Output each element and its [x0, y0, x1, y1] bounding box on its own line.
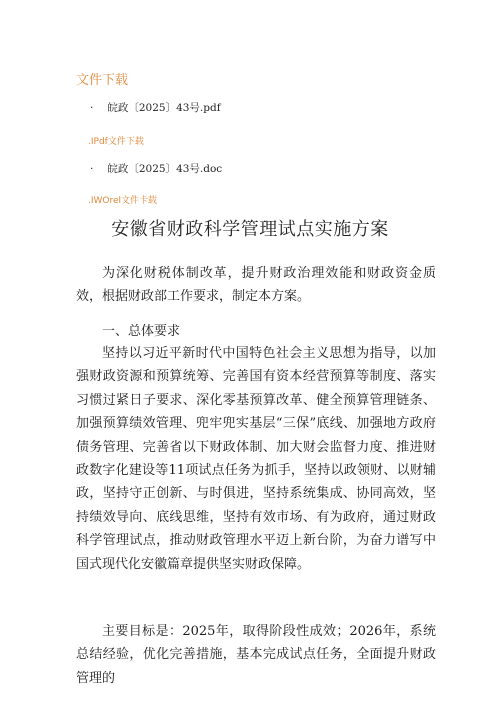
document-title: 安徽省财政科学管理试点实施方案 — [111, 219, 389, 240]
section-1-heading: 一、总体要求 — [102, 324, 181, 339]
intro-paragraph: 为深化财税体制改革，提升财政治理效能和财政资金质效，根据财政部工作要求，制定本方案。 — [76, 266, 436, 305]
pdf-download-link[interactable]: .IPdf文件下载 — [88, 137, 144, 147]
section-1-body: 坚持以习近平新时代中国特色社会主义思想为指导，以加强财政资源和预算统筹、完善国有资本经营预算等制度、落实习惯过紧日子要求、深化零基预算改革、健全预算管理链条、加强预算绩效管理、兜牢兜实基层“三保”底线、加强地方政府债务管理、完善省以下财政体制、加大财会监督力度、推进财政数字化建设等11项试点任务为抓手，坚持以政领财、以财辅政，坚持守正创新、与时俱进，坚持系统集成、协同高效，坚持绩效导向、底线思维，坚持有效市场、有为政府，通过财政科学管理试点，推动财政管理水平迈上新台阶，为奋力谱写中国式现代化安徽篇章提供坚实财政保障。 — [76, 346, 436, 572]
bullet-icon: · — [90, 163, 94, 175]
file-name-doc: 皖政〔2025〕43号.doc — [107, 163, 223, 175]
doc-download-link[interactable]: .IWOrel文件卡载 — [88, 196, 158, 206]
file-download-header: 文件下载 — [76, 73, 129, 88]
file-item-doc — [90, 161, 222, 176]
goals-paragraph: 主要目标是：2025年，取得阶段性成效；2026年，系统总结经验，优化完善措施，基本完成试点任务，全面提升财政管理的 — [76, 624, 436, 686]
file-item-pdf — [90, 100, 221, 115]
file-name-pdf: 皖政〔2025〕43号.pdf — [107, 102, 221, 114]
bullet-icon: · — [90, 102, 94, 114]
